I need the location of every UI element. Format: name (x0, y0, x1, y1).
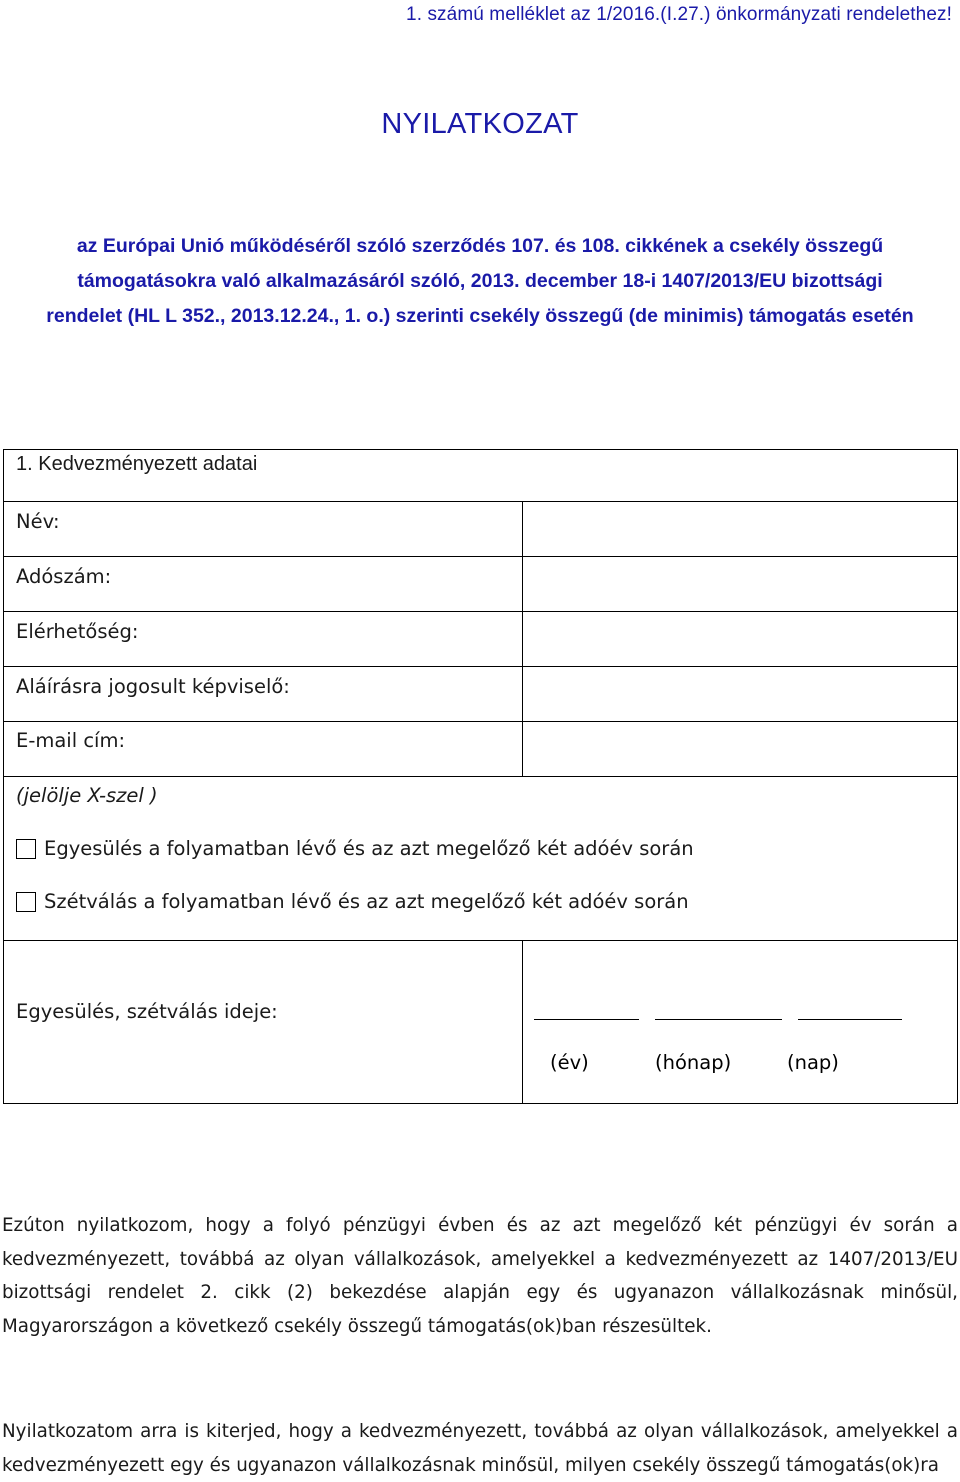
page-subtitle: az Európai Unió működéséről szóló szerződés 107. és 108. cikkének a csekély összegű támogatásokra való alkalmazásáról szóló, 2013. december 18-i 1407/2013/EU bizottsági rendelet (HL L 352., 2013.12.24., 1. o.) szerinti csekély összegű (de minimis) támogatás esetén (46, 235, 914, 327)
column-divider (522, 941, 523, 1104)
year-field[interactable] (534, 1019, 639, 1020)
annex-note: 1. számú melléklet az 1/2016.(I.27.) önkormányzati rendelethez! (406, 4, 952, 25)
beneficiary-data-table (3, 449, 958, 941)
division-option-label: Szétválás a folyamatban lévő és az azt megelőző két adóév során (44, 890, 689, 913)
authorized-representative-label: Aláírásra jogosult képviselő: (16, 675, 290, 698)
authorized-representative-field[interactable] (524, 667, 957, 721)
email-field[interactable] (524, 722, 957, 776)
declaration-paragraph: Ezúton nyilatkozom, hogy a folyó pénzügyi évben és az azt megelőző két pénzügyi év során a kedvezményezett, továbbá az olyan vállalkozások, amelyekkel a kedvezményezett az 1407/2013/EU bizottsági rendelet 2. cikk (2) bekezdése alapján egy és ugyanazon vállalkozásnak minősül, Magyarországon a következő csekély összegű támogatás(ok)ban részesültek. (2, 1215, 958, 1337)
column-divider (522, 501, 523, 777)
division-checkbox[interactable] (16, 892, 36, 912)
contact-label: Elérhetőség: (16, 620, 139, 643)
tax-number-label: Adószám: (16, 565, 112, 588)
day-field[interactable] (798, 1019, 902, 1020)
email-label: E-mail cím: (16, 729, 126, 752)
contact-field[interactable] (524, 612, 957, 666)
section-title: 1. Kedvezményezett adatai (16, 453, 258, 475)
declaration-paragraph-2: Nyilatkozatom arra is kiterjed, hogy a kedvezményezett, továbbá az olyan vállalkozások, amelyekkel a kedvezményezett egy és ugyanazon vállalkozásnak minősül, milyen csekély összegű támogatás(ok)ra (2, 1421, 958, 1476)
tax-number-field[interactable] (524, 557, 957, 611)
month-field[interactable] (655, 1019, 782, 1020)
merger-checkbox[interactable] (16, 839, 36, 859)
divider (4, 776, 957, 777)
mark-hint: (jelölje X-szel ) (16, 784, 158, 807)
name-field[interactable] (524, 502, 957, 556)
merger-option-label: Egyesülés a folyamatban lévő és az azt megelőző két adóév során (44, 837, 694, 860)
month-caption: (hónap) (655, 1051, 732, 1074)
day-caption: (nap) (787, 1051, 839, 1074)
name-label: Név: (16, 510, 60, 533)
merger-date-table (3, 940, 958, 1104)
year-caption: (év) (550, 1051, 589, 1074)
page-title: NYILATKOZAT (381, 108, 579, 140)
merger-date-label: Egyesülés, szétválás ideje: (16, 1000, 278, 1023)
